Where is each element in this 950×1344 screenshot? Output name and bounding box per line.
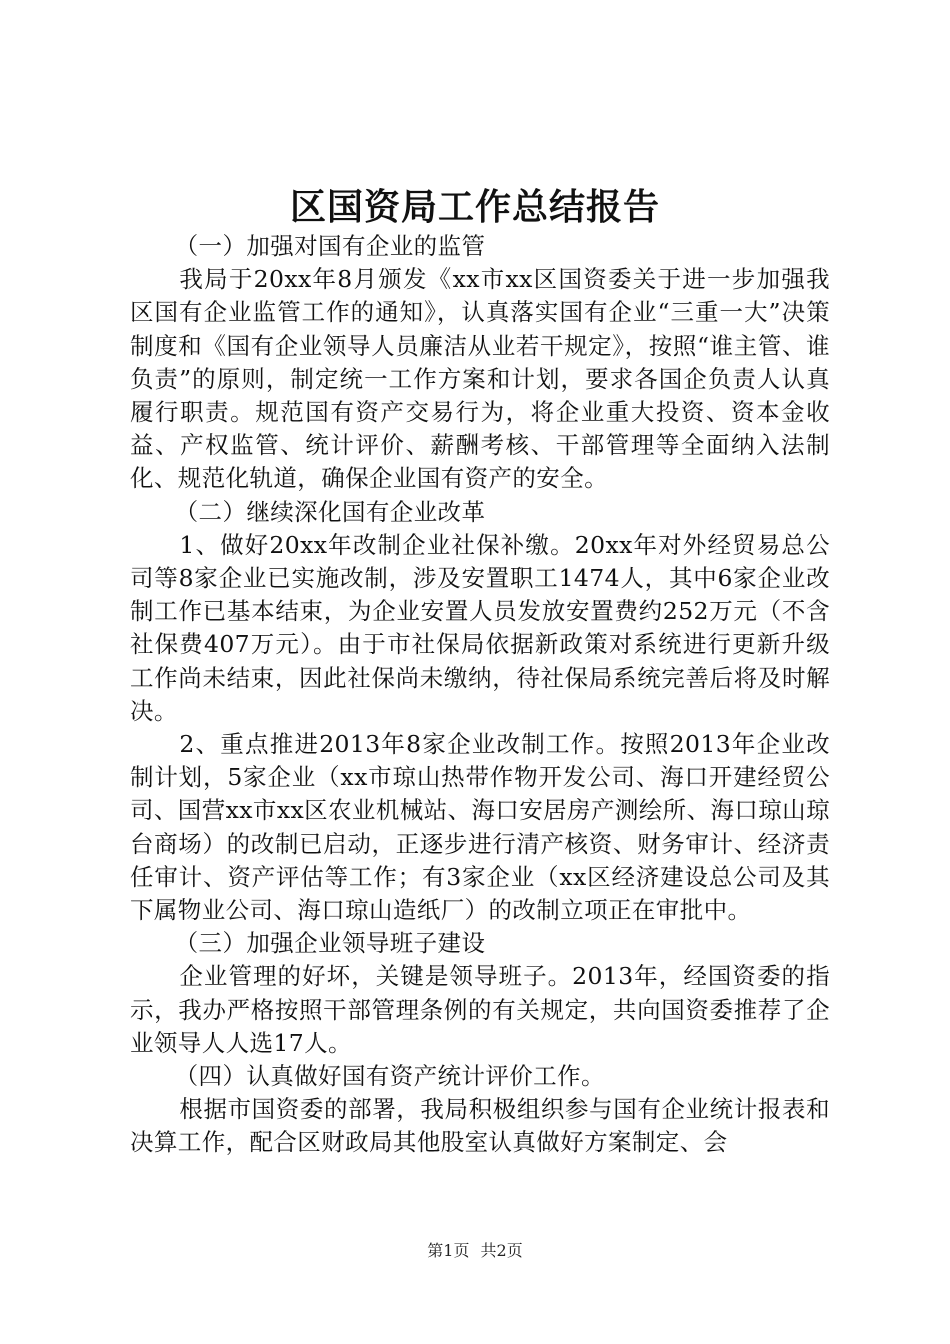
document-body [130, 230, 830, 1160]
section-heading-2: （二）继续深化国有企业改革 [174, 497, 486, 526]
document-title: 区国资局工作总结报告 [289, 187, 660, 228]
page-footer [0, 1240, 950, 1262]
page-total: 共2页 [480, 1241, 523, 1260]
paragraph: 我局于20xx年8月颁发《xx市xx区国资委关于进一步加强我区国有企业监管工作的通知》，认真落实国有企业“三重一大”决策制度和《国有企业领导人员廉洁从业若干规定》，按照“谁主管、谁负责”的原则，制定统一工作方案和计划，要求各国企负责人认真履行职责。规范国有资产交易行为，将企业重大投资、资本金收益、产权监管、统计评价、薪酬考核、干部管理等全面纳入法制化、规范化轨道，确保企业国有资产的安全。 [130, 265, 830, 493]
section-heading-3: （三）加强企业领导班子建设 [174, 929, 486, 958]
paragraph: 根据市国资委的部署，我局积极组织参与国有企业统计报表和决算工作，配合区财政局其他股室认真做好方案制定、会 [130, 1095, 830, 1157]
paragraph: 2、重点推进2013年8家企业改制工作。按照2013年企业改制计划，5家企业（xx市琼山热带作物开发公司、海口开建经贸公司、国营xx市xx区农业机械站、海口安居房产测绘所、海口琼山琼台商场）的改制已启动，正逐步进行清产核资、财务审计、经济责任审计、资产评估等工作；有3家企业（xx区经济建设总公司及其下属物业公司、海口琼山造纸厂）的改制立项正在审批中。 [130, 730, 830, 925]
paragraph: 1、做好20xx年改制企业社保补缴。20xx年对外经贸易总公司等8家企业已实施改制，涉及安置职工1474人，其中6家企业改制工作已基本结束，为企业安置人员发放安置费约252万元（不含社保费407万元）。由于市社保局依据新政策对系统进行更新升级工作尚未结束，因此社保尚未缴纳，待社保局系统完善后将及时解决。 [130, 530, 830, 725]
paragraph: 企业管理的好坏，关键是领导班子。2013年，经国资委的指示，我办严格按照干部管理条例的有关规定，共向国资委推荐了企业领导人人选17人。 [130, 962, 830, 1057]
section-heading-1: （一）加强对国有企业的监管 [174, 232, 486, 260]
page-number: 第1页 [427, 1241, 470, 1260]
section-heading-4: （四）认真做好国有资产统计评价工作。 [174, 1062, 605, 1091]
